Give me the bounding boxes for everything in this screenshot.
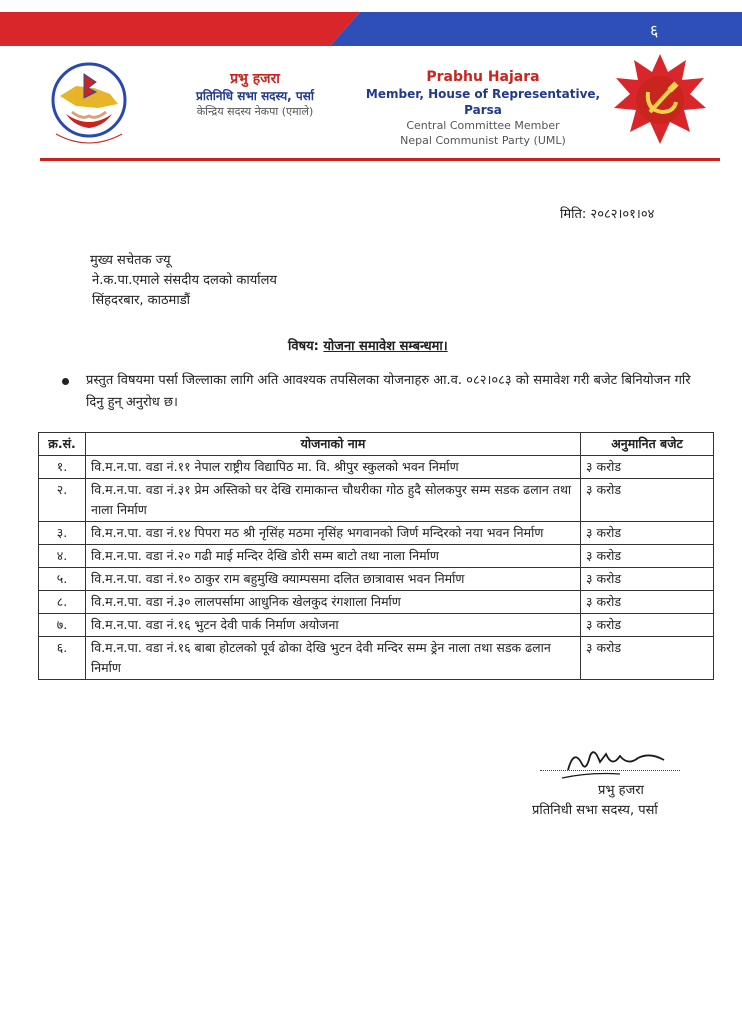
header-committee-en: Central Committee Member bbox=[406, 119, 560, 132]
recipient-line-2: ने.क.पा.एमाले संसदीय दलको कार्यालय bbox=[92, 273, 277, 288]
bullet-icon bbox=[62, 378, 69, 385]
row-serial: ५. bbox=[39, 568, 86, 591]
table-row bbox=[39, 456, 714, 479]
body-paragraph: प्रस्तुत विषयमा पर्सा जिल्लाका लागि अति आवश्यक तपसिलका योजनाहरु आ.व. ०८२।०८३ को समावेश गरी बजेट बिनियोजन गरि दिनु हुन् अनुरोध छ। bbox=[86, 373, 691, 410]
header-position-en: Member, House of Representative, Parsa bbox=[365, 87, 601, 117]
row-serial: ३. bbox=[39, 522, 86, 545]
recipient-line-1: मुख्य सचेतक ज्यू bbox=[90, 253, 171, 268]
header-divider bbox=[40, 158, 720, 161]
row-project-name: वि.म.न.पा. वडा नं.३० लालपर्सामा आधुनिक खेलकुद रंगशाला निर्माण bbox=[86, 591, 581, 614]
row-serial: १. bbox=[39, 456, 86, 479]
header-nepali bbox=[160, 70, 350, 119]
header-color-band bbox=[0, 12, 742, 46]
row-serial: ८. bbox=[39, 591, 86, 614]
row-budget: ३ करोड bbox=[581, 479, 714, 522]
table-row bbox=[39, 522, 714, 545]
table-row bbox=[39, 637, 714, 680]
signature-icon bbox=[560, 742, 670, 782]
table-header-row bbox=[39, 433, 714, 456]
recipient-line-3: सिंहदरबार, काठमाडौं bbox=[92, 293, 191, 308]
header-english bbox=[352, 68, 614, 148]
row-budget: ३ करोड bbox=[581, 522, 714, 545]
row-project-name: वि.म.न.पा. वडा नं.२० गढी माई मन्दिर देखि डोरी सम्म बाटो तथा नाला निर्माण bbox=[86, 545, 581, 568]
col-project-name: योजनाको नाम bbox=[86, 433, 581, 456]
header-name-en: Prabhu Hajara bbox=[426, 69, 540, 85]
subject-line bbox=[288, 336, 448, 354]
row-budget: ३ करोड bbox=[581, 568, 714, 591]
signature-line bbox=[540, 770, 680, 771]
table-row bbox=[39, 591, 714, 614]
row-budget: ३ करोड bbox=[581, 456, 714, 479]
row-project-name: वि.म.न.पा. वडा नं.३१ प्रेम अस्तिको घर देखि रामाकान्त चौधरीका गोठ हुदै सोलकपुर सम्म सडक ढलान तथा नाला निर्माण bbox=[86, 479, 581, 522]
row-serial: ४. bbox=[39, 545, 86, 568]
row-budget: ३ करोड bbox=[581, 545, 714, 568]
header-party-en: Nepal Communist Party (UML) bbox=[400, 134, 566, 147]
project-table bbox=[38, 432, 714, 680]
table-row bbox=[39, 568, 714, 591]
col-serial: क्र.सं. bbox=[39, 433, 86, 456]
header-committee-np: केन्द्रिय सदस्य नेकपा (एमाले) bbox=[196, 105, 314, 118]
subject-label: विषय: bbox=[288, 339, 319, 354]
subject-text: योजना समावेश सम्बन्धमा। bbox=[323, 339, 448, 354]
signatory-name: प्रभु हजरा bbox=[598, 783, 644, 798]
party-emblem-icon bbox=[612, 52, 708, 148]
header-name-np: प्रभु हजरा bbox=[230, 71, 280, 87]
row-budget: ३ करोड bbox=[581, 614, 714, 637]
row-project-name: वि.म.न.पा. वडा नं.१६ बाबा होटलको पूर्व ढोका देखि भुटन देवी मन्दिर सम्म ड्रेन नाला तथा सडक ढलान निर्माण bbox=[86, 637, 581, 680]
row-project-name: वि.म.न.पा. वडा नं.१६ भुटन देवी पार्क निर्माण अयोजना bbox=[86, 614, 581, 637]
col-budget: अनुमानित बजेट bbox=[581, 433, 714, 456]
table-row bbox=[39, 479, 714, 522]
row-project-name: वि.म.न.पा. वडा नं.१० ठाकुर राम बहुमुखि क्याम्पसमा दलित छात्रावास भवन निर्माण bbox=[86, 568, 581, 591]
table-row bbox=[39, 545, 714, 568]
row-serial: ७. bbox=[39, 614, 86, 637]
header-position-np: प्रतिनिधि सभा सदस्य, पर्सा bbox=[196, 89, 314, 103]
row-serial: ६. bbox=[39, 637, 86, 680]
row-project-name: वि.म.न.पा. वडा नं.१४ पिपरा मठ श्री नृसिंह मठमा नृसिंह भगवानको जिर्ण मन्दिरको नया भवन निर्माण bbox=[86, 522, 581, 545]
row-serial: २. bbox=[39, 479, 86, 522]
letter-date: मिति: २०८२।०१।०४ bbox=[560, 207, 655, 222]
signatory-title: प्रतिनिधी सभा सदस्य, पर्सा bbox=[532, 803, 658, 818]
table-row bbox=[39, 614, 714, 637]
row-budget: ३ करोड bbox=[581, 591, 714, 614]
page-mark: ६ bbox=[650, 21, 659, 40]
row-project-name: वि.म.न.पा. वडा नं.११ नेपाल राष्ट्रीय विद्यापिठ मा. वि. श्रीपुर स्कुलको भवन निर्माण bbox=[86, 456, 581, 479]
row-budget: ३ करोड bbox=[581, 637, 714, 680]
nepal-map-logo-icon bbox=[46, 60, 132, 148]
